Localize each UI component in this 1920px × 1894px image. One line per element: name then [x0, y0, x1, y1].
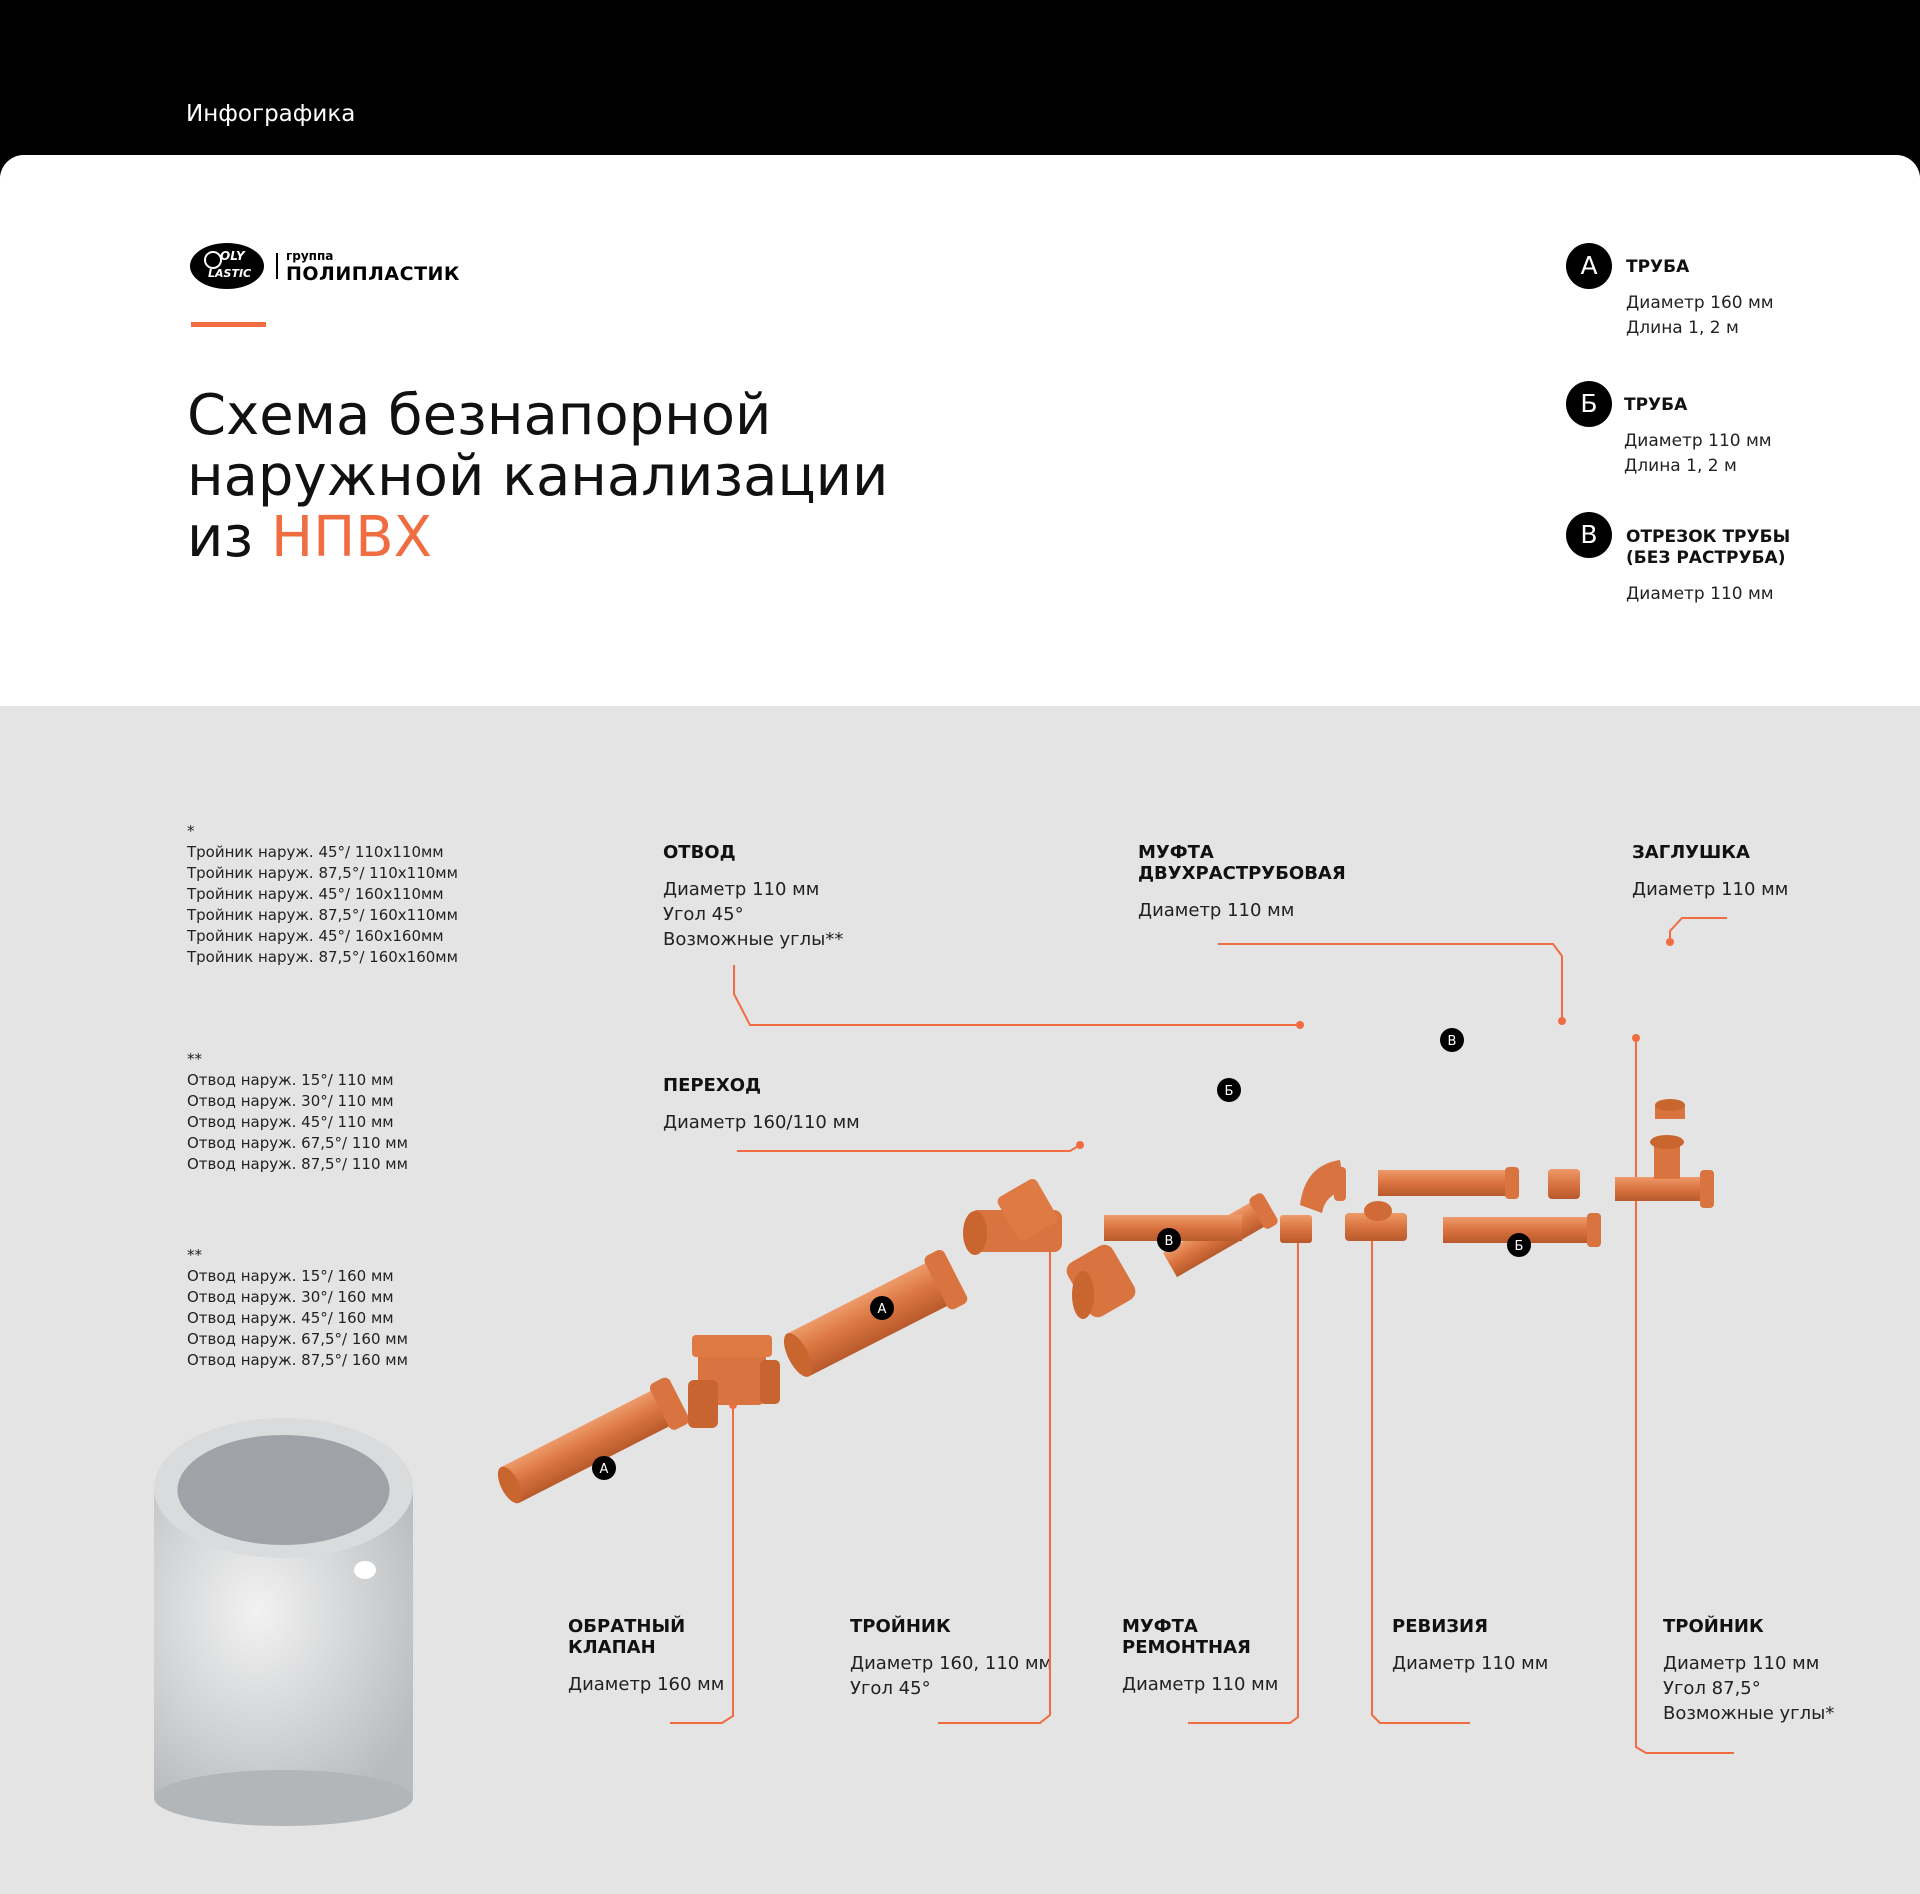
tee-45: [963, 1177, 1062, 1255]
callout-desc-line: Угол 45°: [850, 1678, 931, 1699]
badge-a-upper: [870, 1296, 894, 1320]
callout-title-line: МУФТА: [1138, 842, 1214, 863]
note-line: Тройник наруж. 87,5°/ 160х110мм: [187, 906, 458, 924]
pipe-socket: [1505, 1167, 1519, 1199]
callout-title: ПЕРЕХОД: [663, 1075, 762, 1096]
note-line: Отвод наруж. 15°/ 110 мм: [187, 1071, 394, 1089]
callout-desc-line: Угол 45°: [663, 904, 744, 925]
badge-label: В: [1164, 1234, 1174, 1249]
leader-reviziya: [1372, 1237, 1470, 1723]
logo-mark-line2: LASTIC: [208, 267, 252, 280]
pipe-body: [1378, 1170, 1511, 1196]
note-line: Отвод наруж. 87,5°/ 160 мм: [187, 1351, 408, 1369]
callout-desc-line: Диаметр 110 мм: [663, 879, 820, 900]
tee-end: [963, 1211, 987, 1255]
callout-desc-line: Возможные углы*: [1663, 1703, 1835, 1724]
callout-desc-line: Угол 87,5°: [1663, 1678, 1761, 1699]
legend-badge-v: В: [1566, 512, 1612, 558]
well-bottom: [154, 1770, 413, 1826]
note-line: Тройник наруж. 87,5°/ 160х160мм: [187, 948, 458, 966]
logo-brand-name: ПОЛИПЛАСТИК: [286, 263, 460, 285]
legend-desc-b-line1: Диаметр 110 мм: [1624, 431, 1772, 451]
callout-desc-line: Диаметр 110 мм: [1663, 1653, 1820, 1674]
valve-cover: [692, 1335, 772, 1357]
infographic-card: [0, 155, 1920, 1894]
legend-badge-b: Б: [1566, 381, 1612, 427]
leader-zaglushka: [1670, 918, 1727, 942]
section-label: Инфографика: [186, 101, 356, 127]
title-line-1: Схема безнапорной: [187, 383, 772, 448]
bend-socket: [1334, 1167, 1346, 1201]
coupling-double: [1548, 1169, 1580, 1199]
legend-desc-b-line2: Длина 1, 2 м: [1624, 456, 1737, 476]
coupling-repair: [1280, 1215, 1312, 1243]
badge-b-lower: [1507, 1233, 1531, 1257]
badge-b-diagonal: [1217, 1078, 1241, 1102]
leader-dot: [1296, 1021, 1304, 1029]
leader-mufta-repair: [1188, 1237, 1298, 1723]
callout-desc-line: Диаметр 160/110 мм: [663, 1112, 860, 1133]
pipe-a-lower: [490, 1376, 691, 1513]
logo-mark-line1: OLY: [220, 249, 245, 263]
tee-socket: [1700, 1170, 1714, 1208]
badge-a-lower: [592, 1456, 616, 1480]
valve-inlet: [688, 1380, 718, 1428]
leader-klapan: [670, 1405, 733, 1723]
legend-desc-v-line1: Диаметр 110 мм: [1626, 584, 1774, 604]
revision-hatch: [1364, 1201, 1392, 1221]
leader-troynik-87: [1636, 1038, 1734, 1753]
callout-title: ТРОЙНИК: [1663, 1616, 1764, 1637]
badge-label: А: [877, 1302, 887, 1317]
legend-name-a: ТРУБА: [1626, 257, 1690, 277]
note-mark: **: [187, 1050, 202, 1068]
note-mark: *: [187, 822, 195, 840]
badge-label: А: [599, 1462, 609, 1477]
note-line: Отвод наруж. 67,5°/ 160 мм: [187, 1330, 408, 1348]
leader-dot: [1076, 1141, 1084, 1149]
note-line: Тройник наруж. 87,5°/ 110х110мм: [187, 864, 458, 882]
coupling-body: [1548, 1169, 1580, 1199]
bend-45: [1300, 1160, 1346, 1213]
callout-title-line: РЕМОНТНАЯ: [1122, 1637, 1251, 1658]
leader-dot: [1632, 1034, 1640, 1042]
tee-87: [1615, 1135, 1714, 1208]
pipe-body: [501, 1388, 675, 1503]
badge-v-lower: [1157, 1228, 1181, 1252]
callout-desc-line: Диаметр 160 мм: [568, 1674, 725, 1695]
note-line: Отвод наруж. 67,5°/ 110 мм: [187, 1134, 408, 1152]
title-line-2: наружной канализации: [187, 444, 889, 509]
legend-name-v-line2: (БЕЗ РАСТРУБА): [1626, 548, 1786, 568]
note-mark: **: [187, 1246, 202, 1264]
callout-title-line: КЛАПАН: [568, 1637, 656, 1658]
callout-desc-line: Возможные углы**: [663, 929, 844, 950]
leader-dot: [1558, 1017, 1566, 1025]
logo-group-word: группа: [286, 249, 334, 263]
legend-name-b: ТРУБА: [1624, 395, 1688, 415]
well-pipe-hole: [354, 1561, 376, 1579]
reducer-end: [1072, 1271, 1094, 1319]
revision: [1345, 1201, 1407, 1241]
callout-desc-line: Диаметр 110 мм: [1632, 879, 1789, 900]
badge-label: Б: [1224, 1084, 1234, 1099]
legend-badge-a: А: [1566, 243, 1612, 289]
legend-desc-a-line2: Длина 1, 2 м: [1626, 318, 1739, 338]
reducer: [1063, 1241, 1139, 1321]
note-line: Отвод наруж. 30°/ 160 мм: [187, 1288, 394, 1306]
well-opening: [178, 1435, 390, 1545]
callout-desc-line: Диаметр 110 мм: [1392, 1653, 1549, 1674]
pipe-diagram: [0, 155, 1920, 1894]
pipe-body: [787, 1261, 951, 1376]
callout-title: ТРОЙНИК: [850, 1616, 951, 1637]
note-line: Отвод наруж. 87,5°/ 110 мм: [187, 1155, 408, 1173]
end-cap: [1655, 1099, 1685, 1119]
note-line: Отвод наруж. 15°/ 160 мм: [187, 1267, 394, 1285]
tee-run: [1615, 1177, 1707, 1201]
callout-title-line: МУФТА: [1122, 1616, 1198, 1637]
note-line: Тройник наруж. 45°/ 160х160мм: [187, 927, 444, 945]
title-line-3-prefix: из: [187, 505, 271, 570]
tee-branch-top: [1650, 1135, 1684, 1149]
pipe-a-upper: [775, 1248, 969, 1386]
coupling-body: [1280, 1215, 1312, 1243]
callout-desc-line: Диаметр 110 мм: [1138, 900, 1295, 921]
leader-otvod: [734, 965, 1300, 1025]
top-bar: [0, 0, 1920, 160]
callout-title: ОТВОД: [663, 842, 736, 863]
pipe-socket: [1587, 1213, 1601, 1247]
callout-title-line: ДВУХРАСТРУБОВАЯ: [1138, 863, 1346, 884]
concrete-well: [154, 1418, 413, 1826]
legend-desc-a-line1: Диаметр 160 мм: [1626, 293, 1774, 313]
badge-v-upper: [1440, 1028, 1464, 1052]
callout-desc-line: Диаметр 160, 110 мм: [850, 1653, 1053, 1674]
pipe-v-upper: [1378, 1167, 1519, 1199]
badge-label: В: [1447, 1034, 1457, 1049]
note-line: Отвод наруж. 45°/ 160 мм: [187, 1309, 394, 1327]
callout-desc-line: Диаметр 110 мм: [1122, 1674, 1279, 1695]
leader-dot: [1666, 938, 1674, 946]
title-accent-word: НПВХ: [270, 505, 432, 570]
leader-perehod: [737, 1145, 1080, 1151]
callout-title: РЕВИЗИЯ: [1392, 1616, 1488, 1637]
callout-title: ЗАГЛУШКА: [1632, 842, 1750, 863]
note-line: Отвод наруж. 30°/ 110 мм: [187, 1092, 394, 1110]
leader-mufta-double: [1218, 944, 1562, 1021]
legend-name-v-line1: ОТРЕЗОК ТРУБЫ: [1626, 527, 1791, 547]
note-line: Тройник наруж. 45°/ 160х110мм: [187, 885, 444, 903]
cap-top: [1655, 1099, 1685, 1111]
note-line: Отвод наруж. 45°/ 110 мм: [187, 1113, 394, 1131]
badge-label: Б: [1514, 1239, 1524, 1254]
valve-outlet: [760, 1360, 780, 1404]
leader-troynik-45: [938, 1237, 1050, 1723]
callout-title-line: ОБРАТНЫЙ: [568, 1616, 686, 1637]
note-line: Тройник наруж. 45°/ 110х110мм: [187, 843, 444, 861]
